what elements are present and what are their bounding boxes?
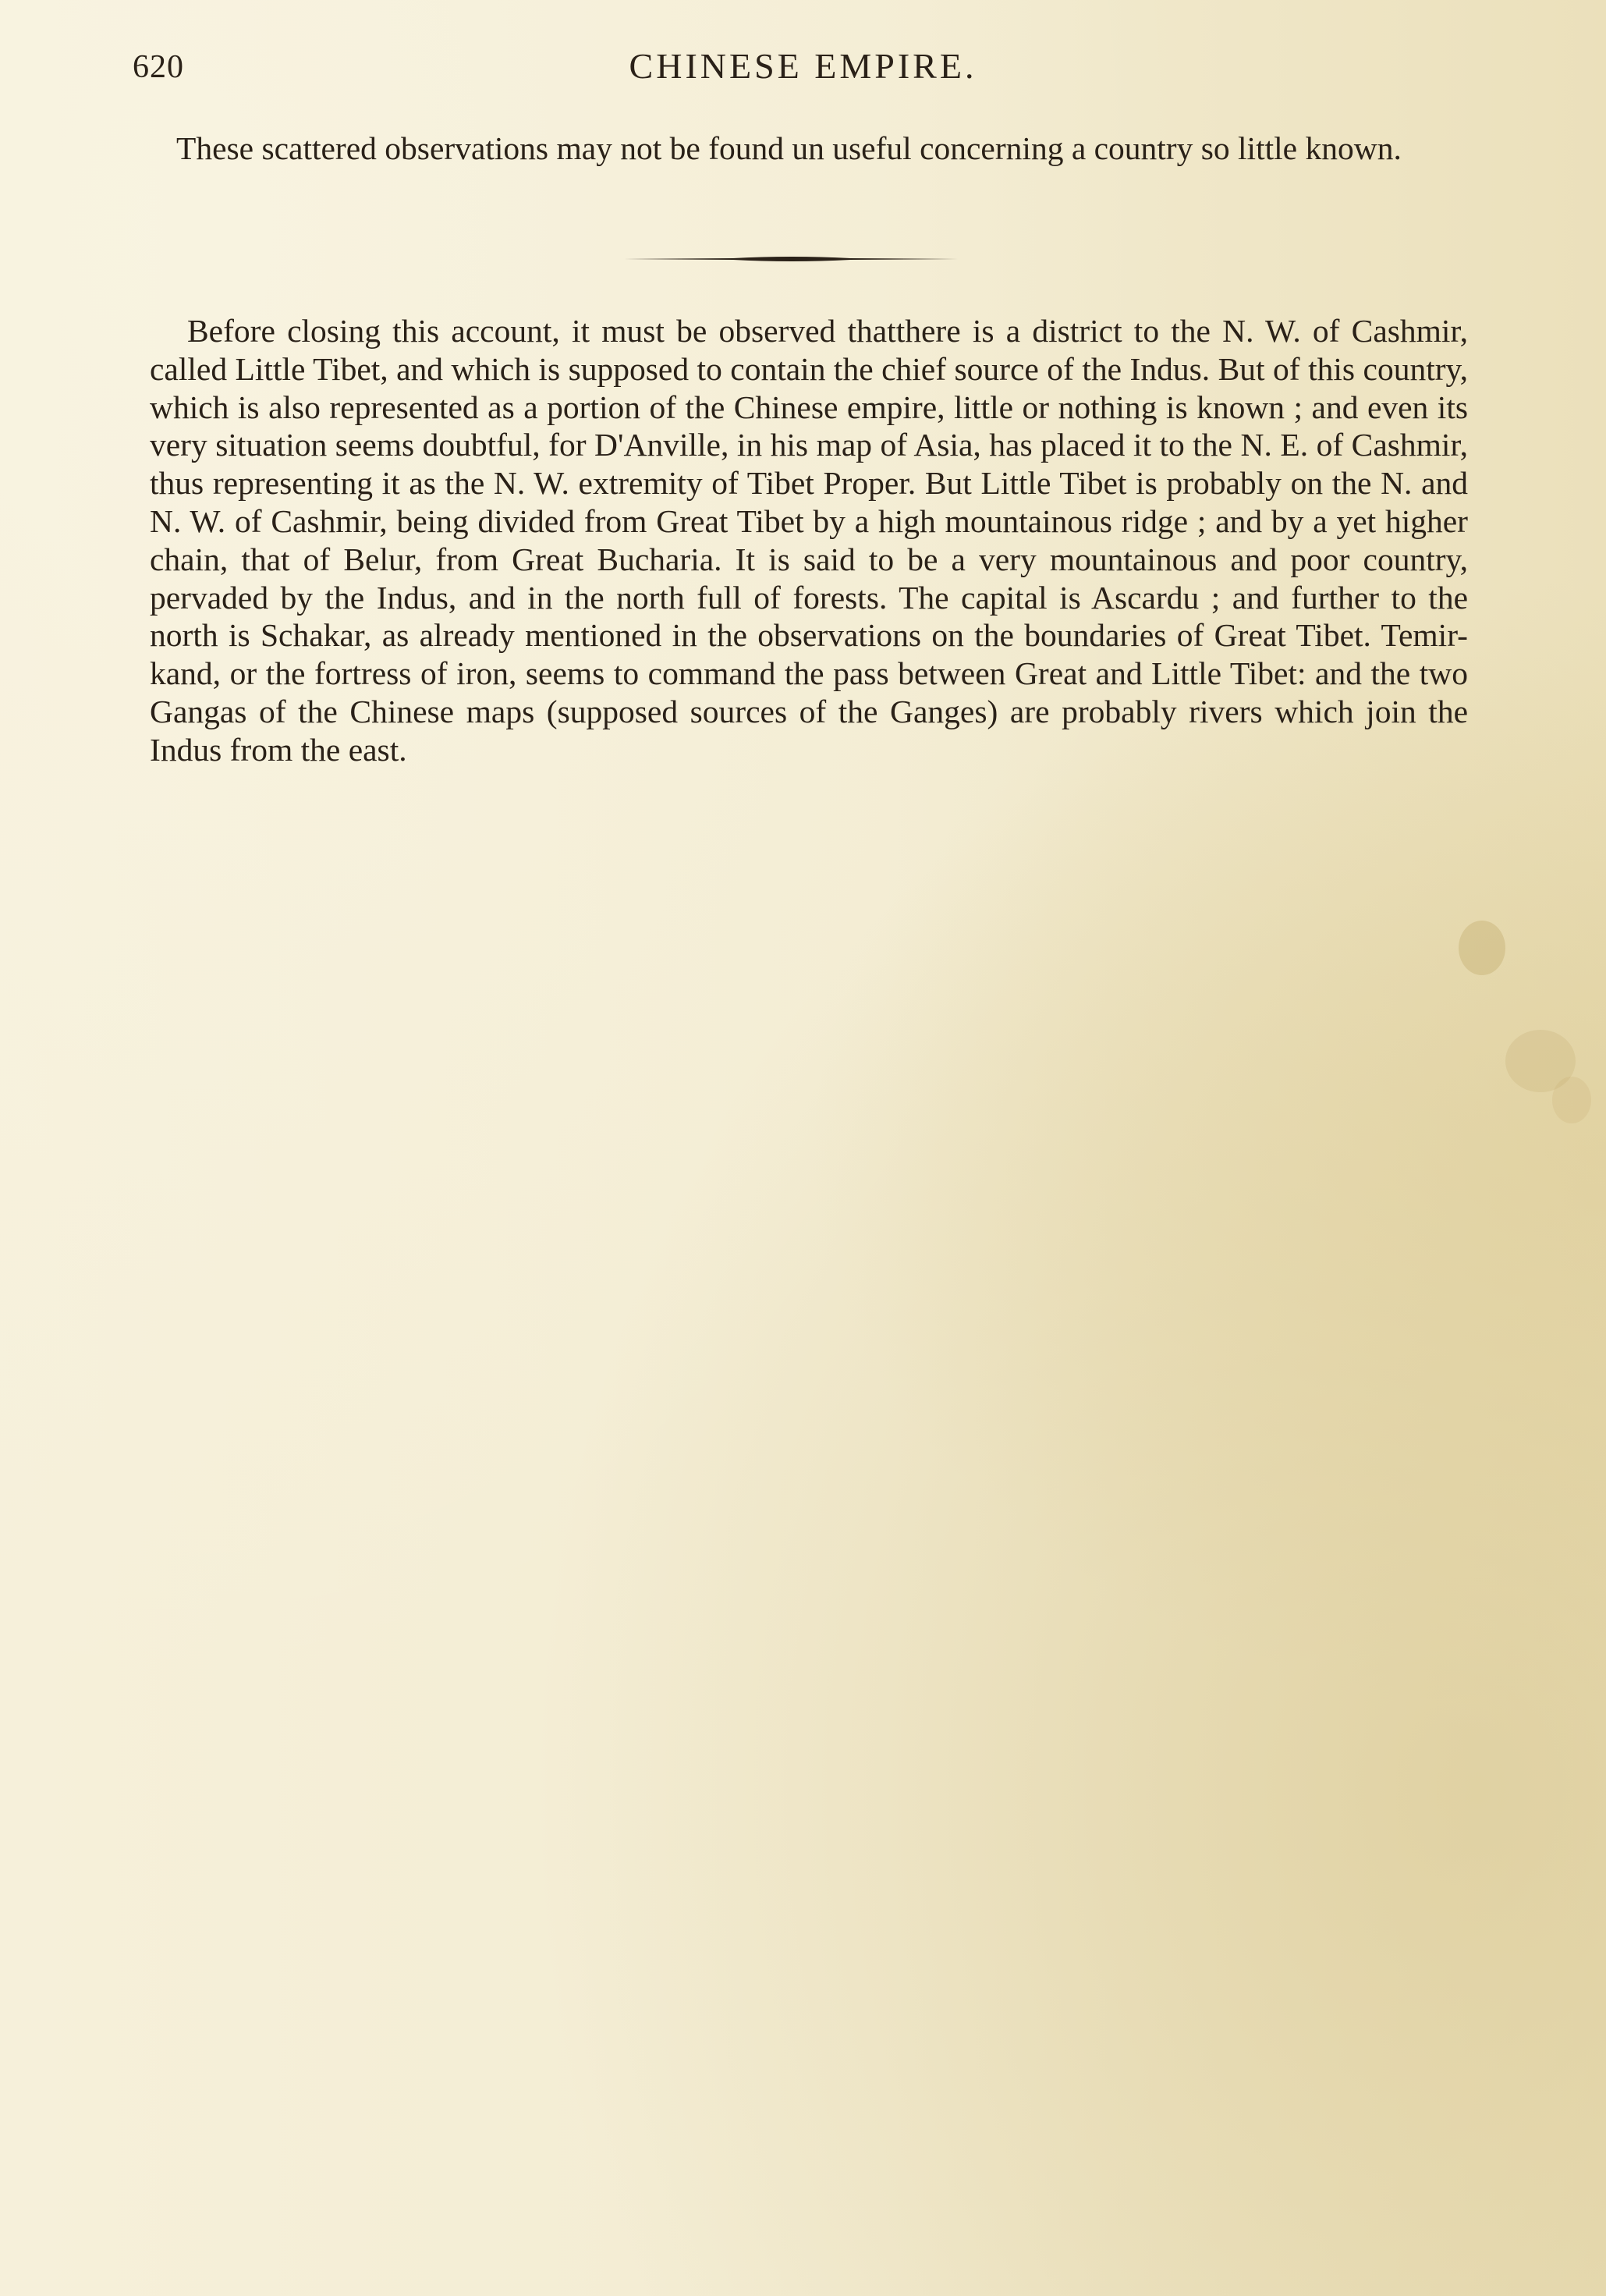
foxing-spot [1459, 921, 1505, 975]
paragraph-2: Before closing this account, it must be observed thatthere is a district to the N. W. of Cashmir, called Little Tibet, and which is supposed to contain the chief source of the Indus. But of this country, which is also represented as a portion of the Chinese empire, little or nothing is known ; and even its very situation seems doubtful, for D'Anville, in his map of Asia, has placed it to the N. E. of Cashmir, thus representing it as the N. W. extremity of Tibet Proper. But Little Tibet is probably on the N. and N. W. of Cashmir, being divided from Great Tibet by a high mountainous ridge ; and by a yet higher chain, that of Belur, from Great Bucharia. It is said to be a very mountainous and poor country, pervaded by the Indus, and in the north full of forests. The capital is Ascardu ; and further to the north is Schakar, as already mentioned in the observations on the boundaries of Great Tibet. Temir-kand, or the fortress of iron, seems to command the pass between Great and Little Tibet: and the two Gangas of the Chinese maps (supposed sources of the Ganges) are probably rivers which join the Indus from the east. [150, 313, 1468, 768]
running-head: CHINESE EMPIRE. [629, 46, 977, 86]
section-divider-rule [624, 254, 958, 264]
foxing-spot [1552, 1077, 1591, 1123]
paragraph-1: These scattered observations may not be found un useful concerning a country so little known. [176, 130, 1402, 166]
page-number: 620 [133, 49, 184, 85]
